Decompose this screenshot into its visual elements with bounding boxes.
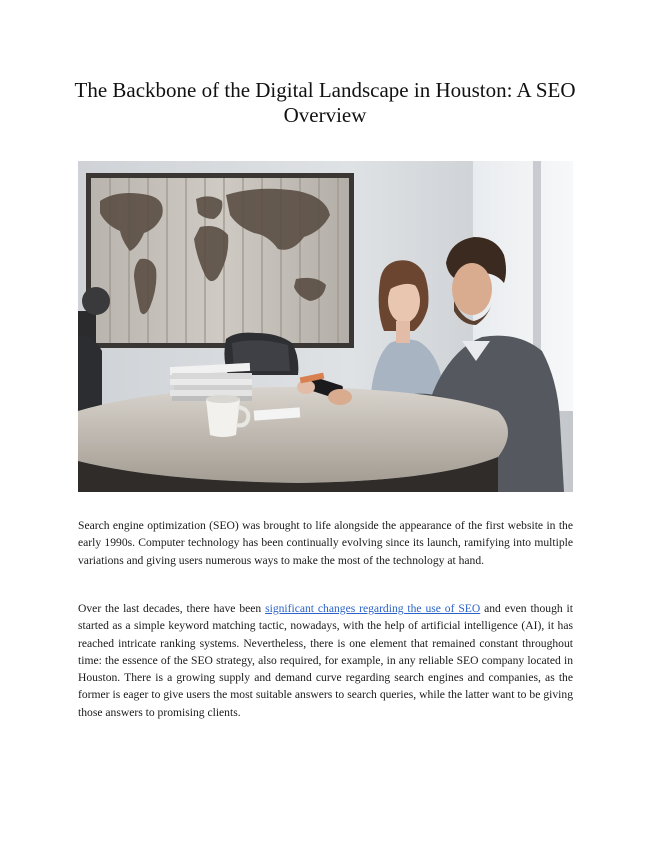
paragraph-seo-changes bbox=[78, 600, 573, 721]
page-title: The Backbone of the Digital Landscape in Houston: A SEO Overview bbox=[74, 78, 576, 127]
office-meeting-photo bbox=[78, 161, 573, 492]
paragraph-text-before-link: Over the last decades, there have been bbox=[78, 602, 266, 615]
seo-changes-link[interactable]: significant changes regarding the use of SEO bbox=[265, 602, 481, 615]
paragraph-intro: Search engine optimization (SEO) was brought to life alongside the appearance of the first website in the early 1990s. Computer technology has been continually evolving since its launch, ramifying into multiple variations and giving users numerous ways to make the most of the technology at hand. bbox=[78, 519, 573, 567]
paragraph-text-after-link: and even though it started as a simple keyword matching tactic, nowadays, with the help of artificial intelligence (AI), it has reached intricate ranking systems. Nevertheless, there is one element that remained constant throughout time: the essence of the SEO strategy, also required, for example, in any reliable SEO company located in Houston. There is a growing supply and demand curve regarding search engines and companies, as the former is eager to give users the most suitable answers to search queries, while the latter want to be giving those answers to promising clients. bbox=[78, 602, 573, 719]
